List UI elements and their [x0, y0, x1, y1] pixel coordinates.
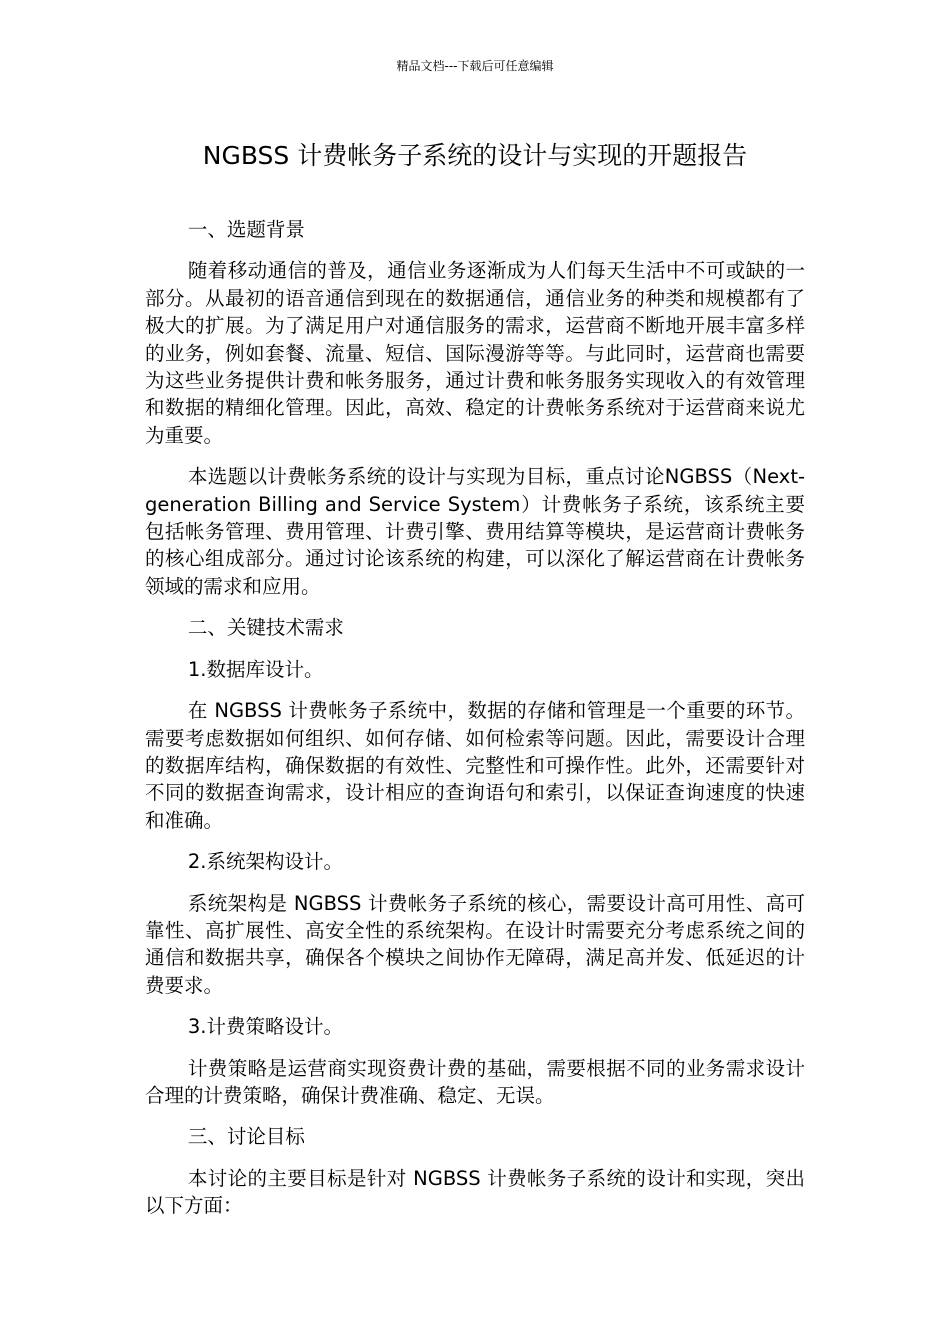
header-note: 精品文档---下载后可任意编辑: [396, 59, 554, 73]
section-heading-background: 一、选题背景: [187, 218, 305, 241]
subheading-database-design: 1.数据库设计。: [187, 657, 324, 681]
document-title: NGBSS 计费帐务子系统的设计与实现的开题报告: [202, 141, 748, 170]
paragraph-background-2: 本选题以计费帐务系统的设计与实现为目标，重点讨论NGBSS（Next-generation Billing and Service System）计费帐务子系统，该系统主要包括帐务管理、费用管理、计费引擎、费用结算等模块，是运营商计费帐务的核心组成部分。通过讨论该系统的构建，可以深化了解运营商在计费帐务领域的需求和应用。: [145, 465, 805, 598]
section-heading-key-tech: 二、关键技术需求: [187, 616, 344, 640]
section-heading-goals: 三、讨论目标: [187, 1125, 305, 1149]
paragraph-architecture-design: 系统架构是 NGBSS 计费帐务子系统的核心，需要设计高可用性、高可靠性、高扩展性、高安全性的系统架构。在设计时需要充分考虑系统之间的通信和数据共享，确保各个模块之间协作无障碍，满足高并发、低延迟的计费要求。: [145, 891, 805, 997]
paragraph-goals: 本讨论的主要目标是针对 NGBSS 计费帐务子系统的设计和实现，突出以下方面：: [145, 1166, 805, 1218]
subheading-billing-strategy: 3.计费策略设计。: [187, 1015, 343, 1039]
paragraph-background-1: 随着移动通信的普及，通信业务逐渐成为人们每天生活中不可或缺的一部分。从最初的语音通信到现在的数据通信，通信业务的种类和规模都有了极大的扩展。为了满足用户对通信服务的需求，运营商不断地开展丰富多样的业务，例如套餐、流量、短信、国际漫游等等。与此同时，运营商也需要为这些业务提供计费和帐务服务，通过计费和帐务服务实现收入的有效管理和数据的精细化管理。因此，高效、稳定的计费帐务系统对于运营商来说尤为重要。: [145, 259, 805, 447]
paragraph-billing-strategy: 计费策略是运营商实现资费计费的基础，需要根据不同的业务需求设计合理的计费策略，确保计费准确、稳定、无误。: [145, 1056, 805, 1107]
document-body: [145, 216, 805, 1234]
paragraph-database-design: 在 NGBSS 计费帐务子系统中，数据的存储和管理是一个重要的环节。需要考虑数据如何组织、如何存储、如何检索等问题。因此，需要设计合理的数据库结构，确保数据的有效性、完整性和可操作性。此外，还需要针对不同的数据查询需求，设计相应的查询语句和索引，以保证查询速度的快速和准确。: [145, 699, 805, 832]
subheading-architecture-design: 2.系统架构设计。: [187, 850, 343, 874]
